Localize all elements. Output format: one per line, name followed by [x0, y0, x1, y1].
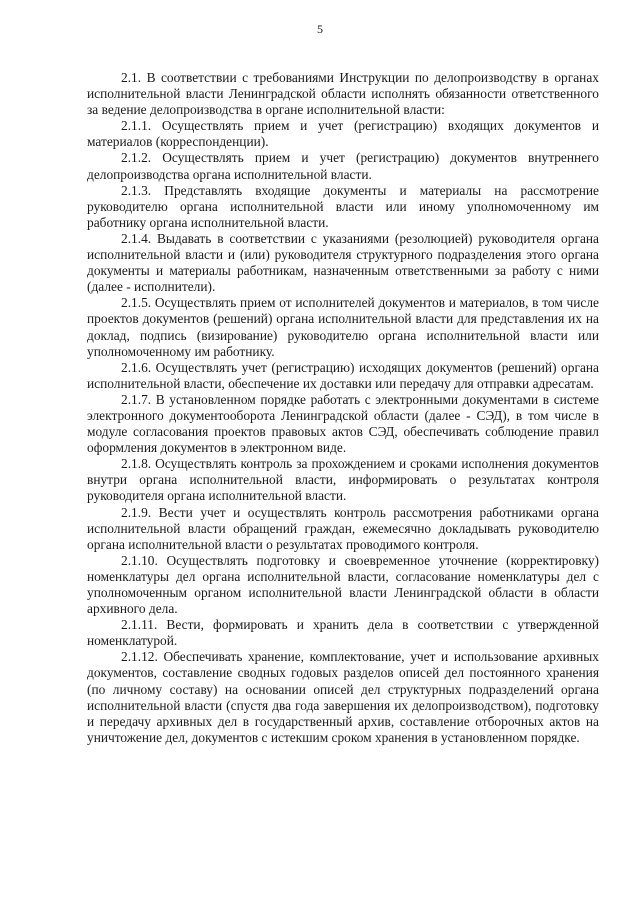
paragraph-2-1-11: 2.1.11. Вести, формировать и хранить дела в соответствии с утвержденной номенклатурой.: [87, 617, 599, 649]
paragraph-2-1-5: 2.1.5. Осуществлять прием от исполнителей документов и материалов, в том числе проектов документов (решений) органа исполнительной власти для представления их на доклад, подпись (визирование) руководителю органа исполнительной власти или уполномоченному им работнику.: [87, 295, 599, 359]
paragraph-2-1-9: 2.1.9. Вести учет и осуществлять контроль рассмотрения работниками органа исполнительной власти обращений граждан, ежемесячно докладывать руководителю органа исполнительной власти о результатах проводимого контроля.: [87, 504, 599, 552]
paragraph-2-1-10: 2.1.10. Осуществлять подготовку и своевременное уточнение (корректировку) номенклатуры дел органа исполнительной власти, согласование номенклатуры дел с уполномоченным органом исполнительной власти Ленинградской области в области архивного дела.: [87, 552, 599, 617]
paragraph-2-1-2: 2.1.2. Осуществлять прием и учет (регистрацию) документов внутреннего делопроизводства органа исполнительной власти.: [87, 150, 599, 182]
paragraph-2-1-3: 2.1.3. Представлять входящие документы и материалы на рассмотрение руководителю органа исполнительной власти или иному уполномоченному им работнику органа исполнительной власти.: [87, 182, 599, 230]
paragraph-2-1-12: 2.1.12. Обеспечивать хранение, комплектование, учет и использование архивных документов, составление сводных годовых разделов описей дел постоянного хранения (по личному составу) на основании описей дел структурных подразделений органа исполнительной власти (спустя два года завершения их делопроизводством), подготовку и передачу архивных дел в государственный архив, составление отборочных актов на уничтожение дел, документов с истекшим сроком хранения в установленном порядке.: [87, 649, 599, 745]
document-body: [87, 70, 599, 746]
paragraph-2-1: 2.1. В соответствии с требованиями Инструкции по делопроизводству в органах исполнительной власти Ленинградской области исполнять обязанности ответственного за ведение делопроизводства в органе исполнительной власти:: [87, 70, 599, 118]
paragraph-2-1-8: 2.1.8. Осуществлять контроль за прохождением и сроками исполнения документов внутри органа исполнительной власти, информировать о результатах контроля руководителя органа исполнительной власти.: [87, 456, 599, 504]
paragraph-2-1-7: 2.1.7. В установленном порядке работать с электронными документами в системе электронного документооборота Ленинградской области (далее - СЭД), в том числе в модуле согласования проектов правовых актов СЭД, обеспечивать соблюдение правил оформления документов в электронном виде.: [87, 391, 599, 456]
paragraph-2-1-1: 2.1.1. Осуществлять прием и учет (регистрацию) входящих документов и материалов (корреспонденции).: [87, 118, 599, 150]
paragraph-2-1-6: 2.1.6. Осуществлять учет (регистрацию) исходящих документов (решений) органа исполнительной власти, обеспечение их доставки или передачу для отправки адресатам.: [87, 359, 599, 391]
page-number: 5: [317, 22, 323, 36]
paragraph-2-1-4: 2.1.4. Выдавать в соответствии с указаниями (резолюцией) руководителя органа исполнительной власти и (или) руководителя структурного подразделения этого органа документы и материалы работникам, назначенным ответственными за работу с ними (далее - исполнители).: [87, 230, 599, 295]
